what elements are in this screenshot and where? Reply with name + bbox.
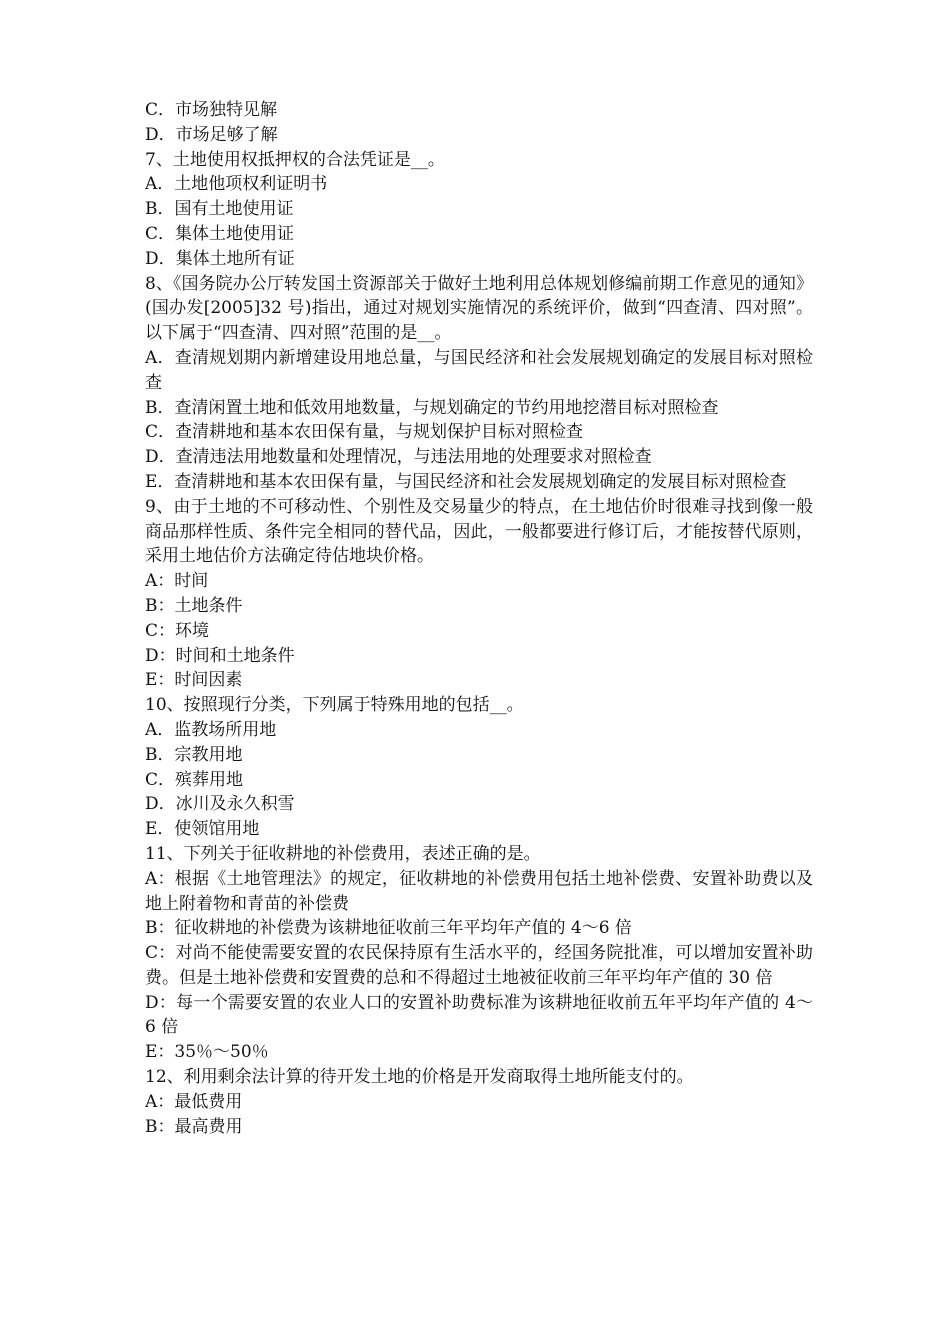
q11-option-d: D：每一个需要安置的农业人口的安置补助费标准为该耕地征收前五年平均年产值的 4～6 倍	[145, 992, 813, 1038]
q9-option-d: D：时间和土地条件	[145, 645, 295, 666]
q8-option-a: A．查清规划期内新增建设用地总量，与国民经济和社会发展规划确定的发展目标对照检查	[145, 347, 813, 393]
q7-option-d: D．集体土地所有证	[145, 248, 295, 269]
q12-option-a: A：最低费用	[145, 1091, 243, 1112]
question-12: 12、利用剩余法计算的待开发土地的价格是开发商取得土地所能支付的。	[145, 1067, 694, 1088]
q11-option-a: A：根据《土地管理法》的规定，征收耕地的补偿费用包括土地补偿费、安置补助费以及地上附着物和青苗的补偿费	[145, 868, 813, 914]
question-10: 10、按照现行分类，下列属于特殊用地的包括__。	[145, 695, 524, 716]
q10-option-a: A．监教场所用地	[145, 719, 277, 740]
q7-option-b: B．国有土地使用证	[145, 199, 294, 220]
q7-option-c: C．集体土地使用证	[145, 223, 295, 244]
option-c: C．市场独特见解	[145, 100, 278, 120]
q11-option-b: B：征收耕地的补偿费为该耕地征收前三年平均年产值的 4～6 倍	[145, 918, 632, 939]
document-page	[145, 98, 813, 1139]
q9-option-b: B：土地条件	[145, 595, 243, 616]
q7-option-a: A．土地他项权利证明书	[145, 174, 328, 195]
q11-option-c: C：对尚不能使需要安置的农民保持原有生活水平的，经国务院批准，可以增加安置补助费。但是土地补偿费和安置费的总和不得超过土地被征收前三年平均年产值的 30 倍	[145, 943, 813, 988]
question-9: 9、由于土地的不可移动性、个别性及交易量少的特点，在土地估价时很难寻找到像一般商品那样性质、条件完全相同的替代品，因此，一般都要进行修订后，才能按替代原则，采用土地估价方法确定待估地块价格。	[145, 496, 813, 567]
q8-option-d: D．查清违法用地数量和处理情况，与违法用地的处理要求对照检查	[145, 447, 652, 468]
q9-option-e: E：时间因素	[145, 670, 243, 691]
q9-option-c: C：环境	[145, 620, 210, 641]
q10-option-d: D．冰川及永久积雪	[145, 794, 295, 815]
q9-option-a: A：时间	[145, 571, 209, 592]
question-11: 11、下列关于征收耕地的补偿费用，表述正确的是。	[145, 843, 541, 864]
option-d: D．市场足够了解	[145, 124, 278, 145]
question-7: 7、土地使用权抵押权的合法凭证是__。	[145, 149, 445, 170]
q8-option-b: B．查清闲置土地和低效用地数量，与规划确定的节约用地挖潜目标对照检查	[145, 397, 719, 418]
q11-option-e: E：35％～50％	[145, 1042, 269, 1063]
q10-option-b: B．宗教用地	[145, 744, 243, 765]
q8-option-e: E．查清耕地和基本农田保有量，与国民经济和社会发展规划确定的发展目标对照检查	[145, 471, 787, 492]
q12-option-b: B：最高费用	[145, 1116, 243, 1137]
q10-option-e: E．使领馆用地	[145, 819, 260, 840]
question-8: 8、《国务院办公厅转发国土资源部关于做好土地利用总体规划修编前期工作意见的通知》(国办发[2005]32 号)指出，通过对规划实施情况的系统评价，做到“四查清、四对照”。以下属于“四查清、四对照”范围的是__。	[145, 273, 813, 344]
q10-option-c: C．殡葬用地	[145, 769, 244, 790]
q8-option-c: C．查清耕地和基本农田保有量，与规划保护目标对照检查	[145, 422, 584, 443]
